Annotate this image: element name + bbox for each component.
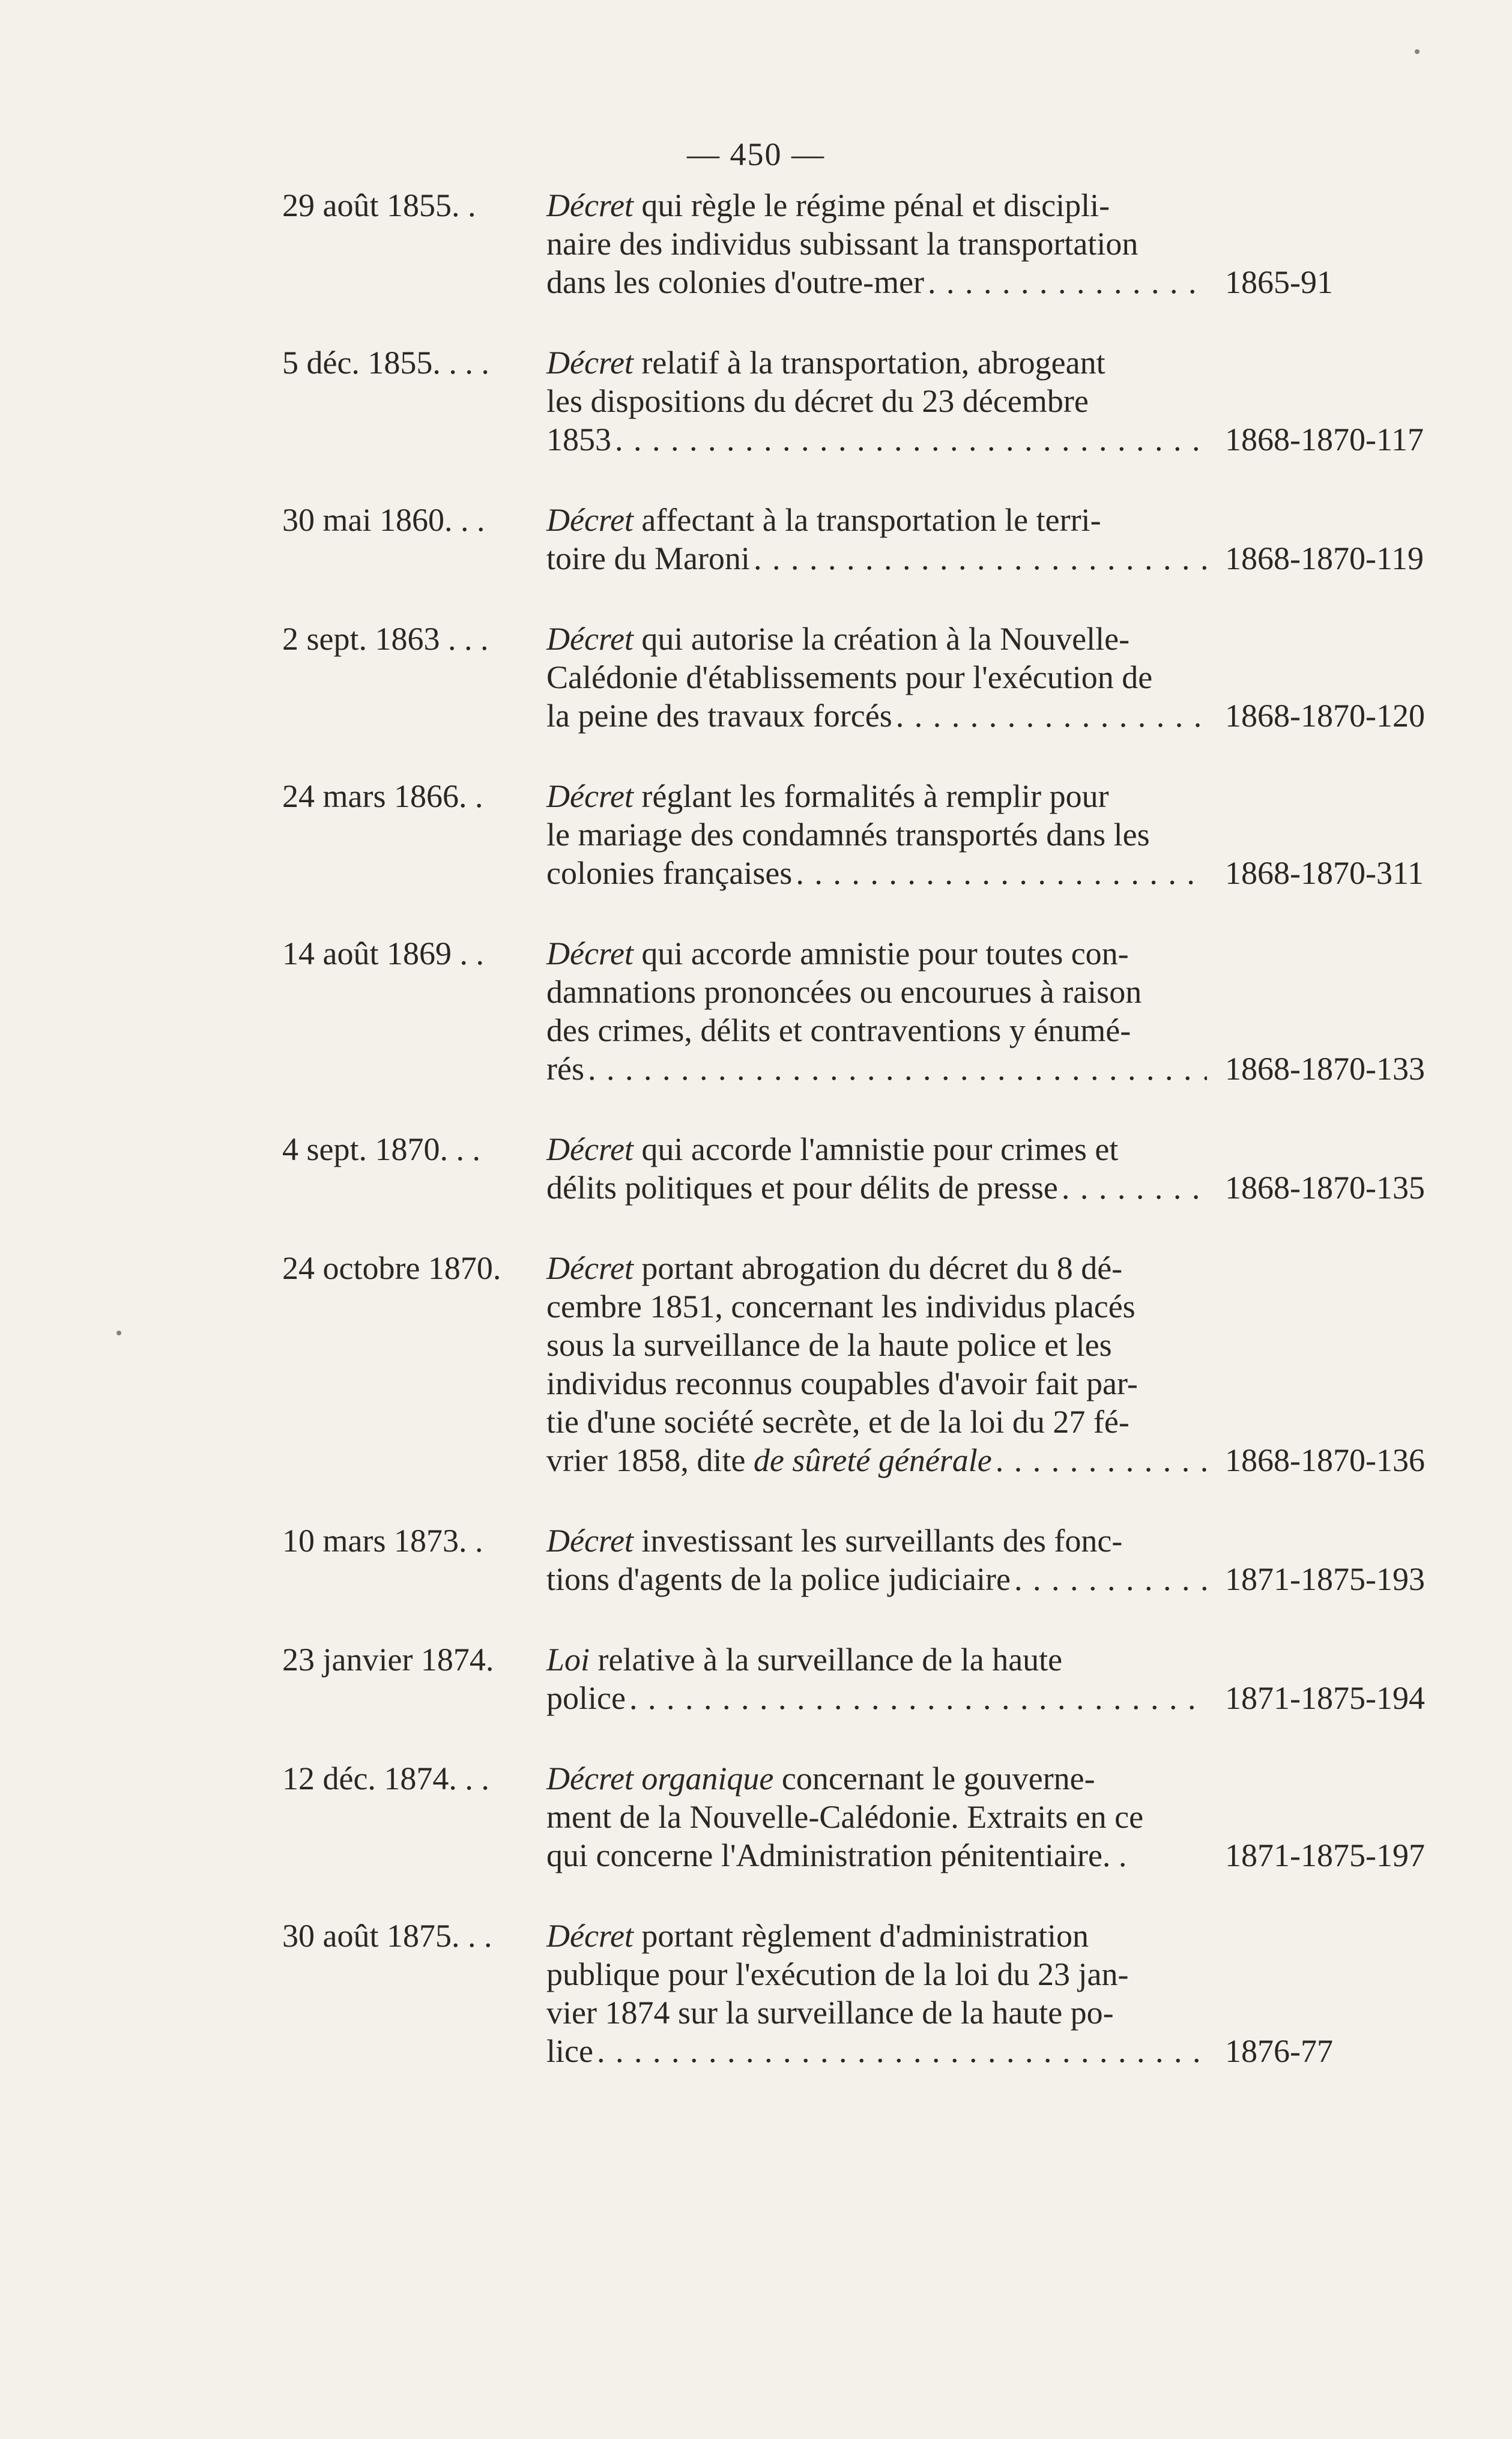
entry-lead: Décret	[546, 1131, 634, 1167]
entry-italic-term: de sûreté générale	[753, 1442, 992, 1478]
entry-line: Décret portant règlement d'administration	[546, 1918, 1089, 1954]
list-item	[282, 501, 1477, 578]
dot-leader	[796, 854, 1207, 892]
dot-leader	[754, 539, 1207, 578]
list-item	[282, 1522, 1477, 1598]
entry-reference: 1868-1870-133	[1225, 1051, 1425, 1087]
entry-line: Décret relatif à la transportation, abrogeant	[546, 345, 1105, 381]
dot-leader	[996, 1441, 1207, 1479]
list-item	[282, 1917, 1477, 2070]
entry-last-line: qui concerne l'Administration pénitentiaire. .	[546, 1837, 1127, 1873]
entry-description	[546, 1917, 1207, 2070]
entry-line: Décret affectant à la transportation le terri-	[546, 502, 1101, 538]
page-number: — 450 —	[687, 136, 825, 172]
entry-last-line: vrier 1858, dite de sûreté générale . . .	[546, 1441, 1207, 1479]
entry-line: Loi relative à la surveillance de la haute	[546, 1642, 1063, 1678]
entry-line: Décret qui accorde l'amnistie pour crimes et	[546, 1131, 1119, 1167]
entry-lead: Décret	[546, 1918, 634, 1954]
entry-lead: Décret	[546, 1523, 634, 1559]
dot-leader	[629, 1679, 1207, 1717]
entry-description	[546, 934, 1207, 1088]
entry-line: cembre 1851, concernant les individus placés	[546, 1289, 1136, 1325]
entry-date: 30 août 1875. . .	[282, 1918, 492, 1954]
entry-line: Décret portant abrogation du décret du 8 dé-	[546, 1250, 1123, 1286]
entry-description	[546, 1130, 1207, 1207]
dot-leader	[928, 263, 1207, 301]
entry-description	[546, 186, 1207, 301]
entry-date: 12 déc. 1874. . .	[282, 1760, 489, 1797]
entry-lead: Décret	[546, 345, 634, 381]
entry-lead: Décret organique	[546, 1760, 774, 1797]
paper-speck	[1415, 49, 1420, 54]
entry-lead: Décret	[546, 1250, 634, 1286]
entry-date: 4 sept. 1870. . .	[282, 1131, 480, 1167]
entry-reference: 1868-1870-136	[1225, 1442, 1425, 1478]
entry-last-line: 1853 . . .	[546, 420, 1207, 459]
entry-last-line: la peine des travaux forcés . . .	[546, 697, 1207, 735]
entry-line: sous la surveillance de la haute police et les	[546, 1327, 1112, 1363]
entry-date: 30 mai 1860. . .	[282, 502, 485, 538]
list-item	[282, 934, 1477, 1088]
entry-lead: Décret	[546, 621, 634, 657]
entry-reference: 1871-1875-194	[1225, 1680, 1425, 1716]
entry-description	[546, 1249, 1207, 1479]
entry-lead: Loi	[546, 1642, 590, 1678]
entry-line: individus reconnus coupables d'avoir fait par-	[546, 1365, 1138, 1401]
entry-line: Décret organique concernant le gouverne-	[546, 1760, 1095, 1797]
entry-date: 29 août 1855. .	[282, 187, 476, 223]
entry-description	[546, 1759, 1207, 1875]
dot-leader	[1014, 1560, 1207, 1598]
entry-date: 14 août 1869 . .	[282, 935, 484, 972]
entry-reference: 1868-1870-120	[1225, 698, 1425, 734]
list-item	[282, 1759, 1477, 1875]
entry-lead: Décret	[546, 935, 634, 972]
decree-list	[282, 186, 1477, 2112]
entry-line: publique pour l'exécution de la loi du 23 jan-	[546, 1956, 1129, 1992]
entry-line: le mariage des condamnés transportés dans les	[546, 817, 1150, 853]
entry-last-line: tions d'agents de la police judiciaire . . .	[546, 1560, 1207, 1598]
entry-date: 2 sept. 1863 . . .	[282, 621, 489, 657]
entry-date: 24 octobre 1870.	[282, 1250, 501, 1286]
entry-last-line: colonies françaises . . .	[546, 854, 1207, 892]
entry-description	[546, 777, 1207, 892]
entry-line: Décret investissant les surveillants des fonc-	[546, 1523, 1123, 1559]
entry-description	[546, 501, 1207, 578]
entry-line: des crimes, délits et contraventions y énumé-	[546, 1012, 1131, 1048]
paper-speck	[116, 1331, 121, 1335]
entry-lead: Décret	[546, 502, 634, 538]
entry-reference: 1871-1875-193	[1225, 1561, 1425, 1597]
list-item	[282, 1640, 1477, 1717]
entry-date: 23 janvier 1874.	[282, 1642, 494, 1678]
entry-last-line: délits politiques et pour délits de presse . . .	[546, 1168, 1207, 1207]
entry-description	[546, 1522, 1207, 1598]
entry-line: Décret qui accorde amnistie pour toutes con-	[546, 935, 1129, 972]
dot-leader	[588, 1050, 1207, 1088]
entry-lead: Décret	[546, 778, 634, 814]
entry-last-line: police . . .	[546, 1679, 1207, 1717]
entry-date: 24 mars 1866. .	[282, 778, 483, 814]
list-item	[282, 343, 1477, 459]
list-item	[282, 1130, 1477, 1207]
entry-last-line: lice . . .	[546, 2032, 1207, 2070]
entry-line: ment de la Nouvelle-Calédonie. Extraits en ce	[546, 1799, 1144, 1835]
entry-line: Calédonie d'établissements pour l'exécution de	[546, 659, 1153, 695]
entry-reference: 1868-1870-311	[1225, 855, 1424, 891]
entry-last-line: toire du Maroni . . .	[546, 539, 1207, 578]
entry-line: naire des individus subissant la transportation	[546, 226, 1139, 262]
dot-leader	[597, 2032, 1207, 2070]
entry-description	[546, 343, 1207, 459]
entry-date: 5 déc. 1855. . . .	[282, 345, 489, 381]
entry-description	[546, 620, 1207, 735]
entry-last-line: rés . . .	[546, 1050, 1207, 1088]
entry-reference: 1876-77	[1225, 2033, 1333, 2069]
entry-reference: 1868-1870-135	[1225, 1170, 1425, 1206]
entry-date: 10 mars 1873. .	[282, 1523, 483, 1559]
entry-reference: 1865-91	[1225, 264, 1333, 300]
list-item	[282, 1249, 1477, 1479]
list-item	[282, 777, 1477, 892]
entry-line: vier 1874 sur la surveillance de la haute po-	[546, 1995, 1114, 2031]
dot-leader	[615, 420, 1207, 459]
entry-line: Décret qui autorise la création à la Nouvelle-	[546, 621, 1130, 657]
entry-line: damnations prononcées ou encourues à raison	[546, 974, 1142, 1010]
entry-line: Décret réglant les formalités à remplir pour	[546, 778, 1109, 814]
entry-reference: 1868-1870-117	[1225, 422, 1424, 458]
entry-reference: 1868-1870-119	[1225, 540, 1424, 576]
list-item	[282, 186, 1477, 301]
entry-line: tie d'une société secrète, et de la loi du 27 fé-	[546, 1404, 1129, 1440]
list-item	[282, 620, 1477, 735]
entry-lead: Décret	[546, 187, 634, 223]
entry-line: Décret qui règle le régime pénal et discipli-	[546, 187, 1110, 223]
entry-line: les dispositions du décret du 23 décembre	[546, 383, 1089, 419]
dot-leader	[896, 697, 1207, 735]
entry-description	[546, 1640, 1207, 1717]
dot-leader	[1062, 1168, 1207, 1207]
entry-reference: 1871-1875-197	[1225, 1837, 1425, 1873]
entry-last-line: dans les colonies d'outre-mer . . .	[546, 263, 1207, 301]
